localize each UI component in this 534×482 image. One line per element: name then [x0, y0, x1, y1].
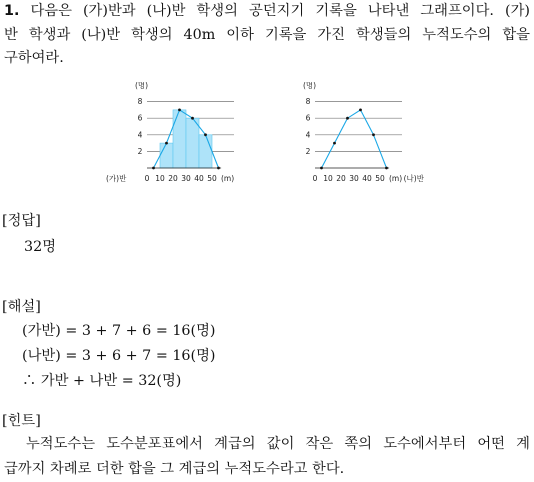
x-tick-label: 0 — [312, 174, 318, 183]
x-tick-label: 10 — [155, 174, 165, 183]
x-tick-label: 20 — [336, 174, 346, 183]
frequency-polygon-point — [359, 109, 362, 112]
chart-class-ga — [102, 82, 262, 187]
frequency-polygon-point — [385, 167, 388, 170]
explanation-heading: [해설] — [2, 299, 41, 315]
x-tick-label: 40 — [362, 174, 372, 183]
question-line-3: 구하여라. — [4, 50, 64, 66]
explanation-line-3: ∴ 가반 + 나반 = 32(명) — [22, 373, 182, 389]
x-tick-label: 30 — [181, 174, 191, 183]
y-tick-label: 6 — [305, 113, 311, 123]
histogram-bar — [160, 143, 173, 168]
question — [4, 0, 530, 71]
x-axis-unit: (m) — [221, 174, 235, 183]
y-tick-label: 2 — [137, 146, 143, 156]
hint-heading: [힌트] — [2, 413, 41, 429]
question-number: 1. — [4, 3, 20, 19]
hint-line-1: 누적도수는 도수분포표에서 계급의 값이 작은 쪽의 도수에서부터 어떤 계 — [26, 436, 530, 452]
frequency-polygon-point — [333, 142, 336, 145]
x-axis-unit: (m) — [389, 174, 403, 183]
y-tick-label: 6 — [137, 113, 143, 123]
x-tick-label: 0 — [144, 174, 150, 183]
answer-value: 32명 — [24, 239, 57, 255]
frequency-polygon-point — [346, 117, 349, 120]
y-tick-label: 8 — [305, 97, 311, 107]
chart-class-na — [270, 82, 430, 187]
y-axis-unit: (명) — [135, 82, 149, 90]
question-text-1: 다음은 (가)반과 (나)반 학생의 공던지기 기록을 나타낸 그래프이다. (가) — [30, 3, 530, 19]
explanation-line-2: (나반) = 3 + 6 + 7 = 16(명) — [22, 348, 216, 364]
frequency-polygon-point — [204, 133, 207, 136]
hint-line-2: 급까지 차례로 더한 합을 그 계급의 누적도수라고 한다. — [4, 461, 345, 477]
y-tick-label: 8 — [137, 97, 143, 107]
frequency-polygon-line — [322, 110, 387, 168]
histogram-bar — [173, 110, 186, 168]
y-tick-label: 2 — [305, 146, 311, 156]
class-label: (가)반 — [106, 174, 127, 183]
x-tick-label: 20 — [168, 174, 178, 183]
x-tick-label: 30 — [349, 174, 359, 183]
x-tick-label: 40 — [194, 174, 204, 183]
x-tick-label: 10 — [323, 174, 333, 183]
y-axis-unit: (명) — [303, 82, 317, 90]
question-line-1 — [4, 0, 530, 24]
frequency-polygon-point — [191, 117, 194, 120]
y-tick-label: 4 — [305, 130, 311, 140]
hint-text — [4, 432, 530, 482]
answer-heading: [정답] — [2, 213, 41, 229]
histogram-bar — [186, 118, 199, 168]
histogram-bar — [199, 135, 212, 168]
frequency-polygon-point — [152, 167, 155, 170]
x-tick-label: 50 — [375, 174, 385, 183]
explanation-line-1: (가반) = 3 + 7 + 6 = 16(명) — [22, 323, 216, 339]
class-label: (나)반 — [403, 174, 424, 183]
frequency-polygon-point — [372, 133, 375, 136]
frequency-polygon-point — [217, 167, 220, 170]
x-tick-label: 50 — [207, 174, 217, 183]
y-tick-label: 4 — [137, 130, 143, 140]
question-line-2: 반 학생과 (나)반 학생의 40m 이하 기록을 가진 학생들의 누적도수의 합을 — [4, 26, 530, 43]
frequency-polygon-point — [165, 142, 168, 145]
frequency-polygon-point — [320, 167, 323, 170]
frequency-polygon-point — [178, 109, 181, 112]
